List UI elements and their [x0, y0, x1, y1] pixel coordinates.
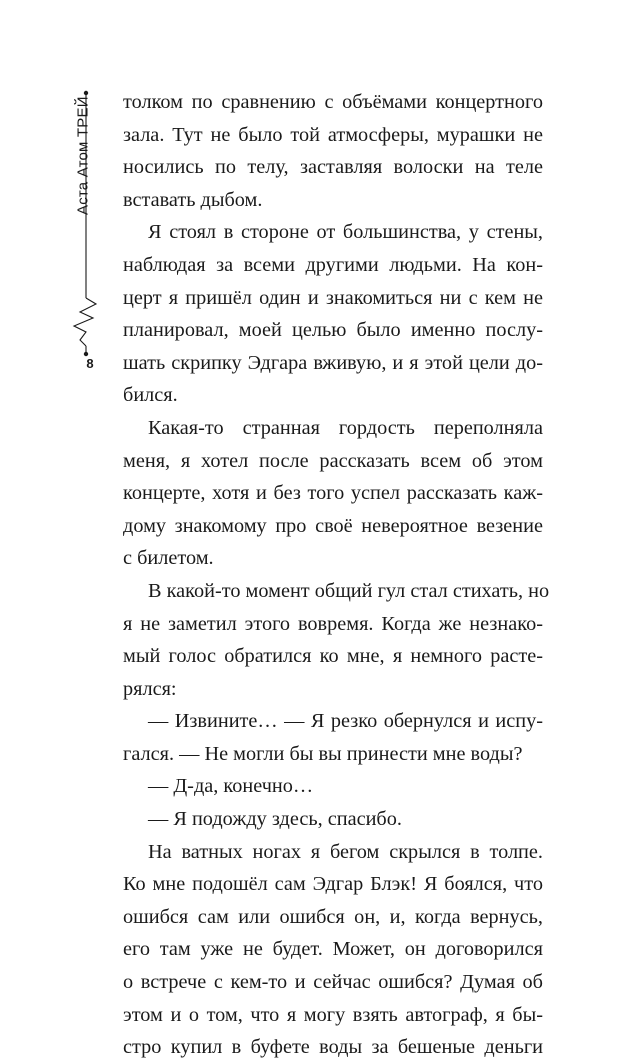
text-line: гался. — Не могли бы вы принести мне воды?	[123, 742, 523, 765]
text-line: толком по сравнению с объёмами концертного	[123, 91, 543, 113]
text-line: — Я подожду здесь, спасибо.	[148, 808, 402, 831]
text-line: этом и о том, что я могу взять автограф, я бы-	[123, 1003, 543, 1026]
text-line: шать скрипку Эдгара вживую, и я этой цели до-	[123, 351, 543, 374]
text-line: — Д-да, конечно…	[148, 775, 314, 798]
heartbeat-line-icon	[60, 90, 110, 360]
text-line: Какая-то странная гордость переполняла	[148, 416, 543, 439]
text-line: планировал, моей целью было именно послу-	[123, 319, 543, 342]
text-line: — Извините… — Я резко обернулся и испу-	[148, 710, 543, 733]
text-line: церт я пришёл один и знакомиться ни с кем не	[123, 286, 543, 309]
page-number: 8	[86, 356, 94, 371]
body-text	[123, 86, 550, 1064]
text-line: Я стоял в стороне от большинства, у стены,	[148, 221, 543, 244]
text-line: бился.	[123, 384, 178, 407]
text-line: его там уже не будет. Может, он договорился	[123, 938, 543, 961]
text-line: вставать дыбом.	[123, 188, 263, 211]
text-line: о встрече с кем-то и сейчас ошибся? Думая об	[123, 971, 543, 994]
text-line: концерте, хотя и без того успел рассказать каж-	[123, 482, 543, 505]
text-line: зала. Тут не было той атмосферы, мурашки не	[123, 123, 543, 146]
text-line: меня, я хотел после рассказать всем об этом	[123, 449, 543, 472]
text-line: На ватных ногах я бегом скрылся в толпе.	[148, 840, 543, 863]
text-line: носились по телу, заставляя волоски на теле	[123, 156, 543, 179]
text-line: Ко мне подошёл сам Эдгар Блэк! Я боялся, что	[123, 873, 543, 896]
text-line: с билетом.	[123, 547, 214, 570]
text-line: мый голос обратился ко мне, я немного расте-	[123, 645, 543, 668]
text-line: дому знакомому про своё невероятное везение	[123, 514, 543, 537]
text-line: В какой-то момент общий гул стал стихать, но	[148, 579, 550, 602]
text-line: стро купил в буфете воды за бешеные деньги	[123, 1036, 543, 1059]
text-line: я не заметил этого вовремя. Когда же незнако-	[123, 612, 543, 635]
text-line: ошибся сам или ошибся он, и, когда вернусь,	[123, 905, 543, 928]
running-head: Аста Атом ТРЕЙ	[74, 96, 92, 215]
text-line: наблюдая за всеми другими людьми. На кон-	[123, 253, 543, 276]
text-line: рялся:	[123, 677, 177, 700]
